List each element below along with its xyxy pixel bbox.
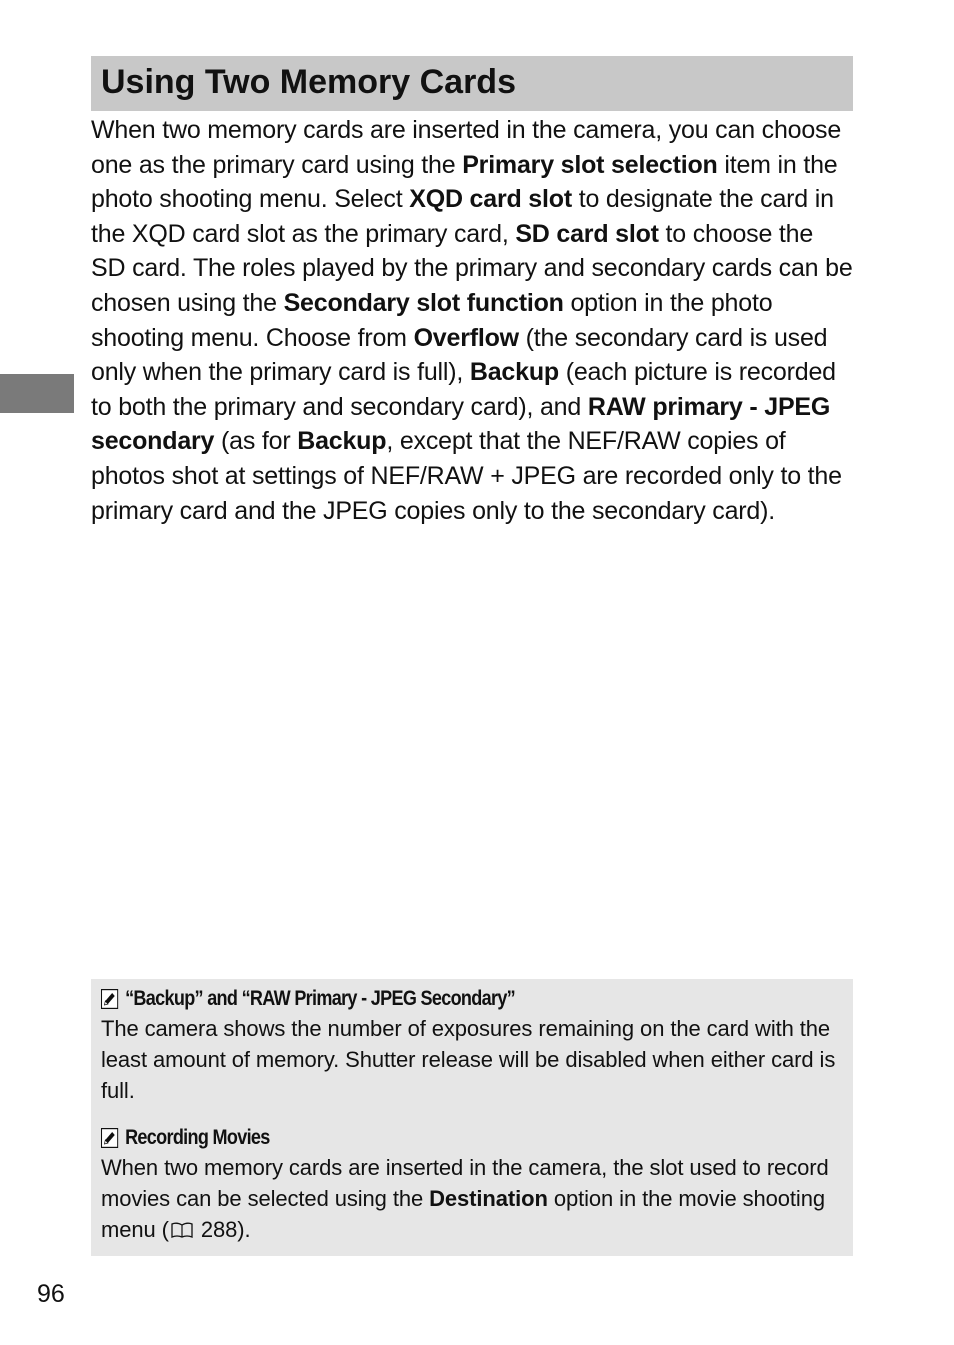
term-backup-ref: Backup xyxy=(297,427,387,456)
term-sd-card-slot: SD card slot xyxy=(515,219,659,248)
notes-box xyxy=(91,979,853,1256)
note-title-text: Recording Movies xyxy=(125,1126,270,1149)
text-run: ). xyxy=(237,1217,251,1242)
book-icon xyxy=(171,1222,193,1238)
note-body xyxy=(101,1152,841,1245)
main-paragraph xyxy=(91,113,853,528)
section-heading-bar xyxy=(91,56,853,111)
term-xqd-card-slot: XQD card slot xyxy=(409,185,572,214)
pencil-icon xyxy=(101,989,118,1009)
text-run: When two memory cards are inserted in the camera, the slot used to record movies can be selected using the xyxy=(101,1155,829,1211)
note-title-text: “Backup” and “RAW Primary - JPEG Secondary” xyxy=(125,987,516,1010)
text-run: item in the photo shooting menu. Select xyxy=(91,150,838,214)
text-run: (as for xyxy=(214,427,298,456)
term-secondary-slot-function: Secondary slot function xyxy=(283,288,564,317)
note-title xyxy=(101,1124,737,1152)
term-overflow: Overflow xyxy=(413,323,519,352)
page-number: 96 xyxy=(37,1280,65,1308)
term-raw-primary-jpeg-secondary: RAW primary - JPEG secondary xyxy=(91,392,831,456)
chapter-tab-marker xyxy=(0,374,74,413)
page-reference[interactable]: 288 xyxy=(194,1217,238,1242)
text-run: to designate the card in the XQD card slot as the primary card, xyxy=(91,185,834,248)
text-run: When two memory cards are inserted in the camera, you can choose one as the primary card using the xyxy=(91,116,842,179)
text-run: option in the movie shooting menu ( xyxy=(101,1186,825,1242)
page-title: Using Two Memory Cards xyxy=(101,63,516,101)
note-backup-raw-primary xyxy=(101,985,841,1106)
term-backup: Backup xyxy=(469,358,559,387)
term-primary-slot-selection: Primary slot selection xyxy=(462,150,718,179)
note-title xyxy=(101,985,737,1013)
note-recording-movies xyxy=(101,1124,841,1245)
text-run: option in the photo shooting menu. Choose from xyxy=(91,288,773,352)
text-run: (each picture is recorded to both the primary and secondary card), and xyxy=(91,358,836,421)
text-run: , except that the NEF/RAW copies of photos shot at settings of NEF/RAW + JPEG are recorded only to the primary card and the JPEG copies only to the secondary card). xyxy=(91,427,842,525)
pencil-icon xyxy=(101,1128,118,1148)
text-run: (the secondary card is used only when the primary card is full), xyxy=(91,323,828,387)
text-run: to choose the SD card. The roles played by the primary and secondary cards can be chosen using the xyxy=(91,219,853,317)
note-body: The camera shows the number of exposures remaining on the card with the least amount of memory. Shutter release will be disabled when either card is full. xyxy=(101,1016,836,1103)
term-destination: Destination xyxy=(429,1186,548,1211)
